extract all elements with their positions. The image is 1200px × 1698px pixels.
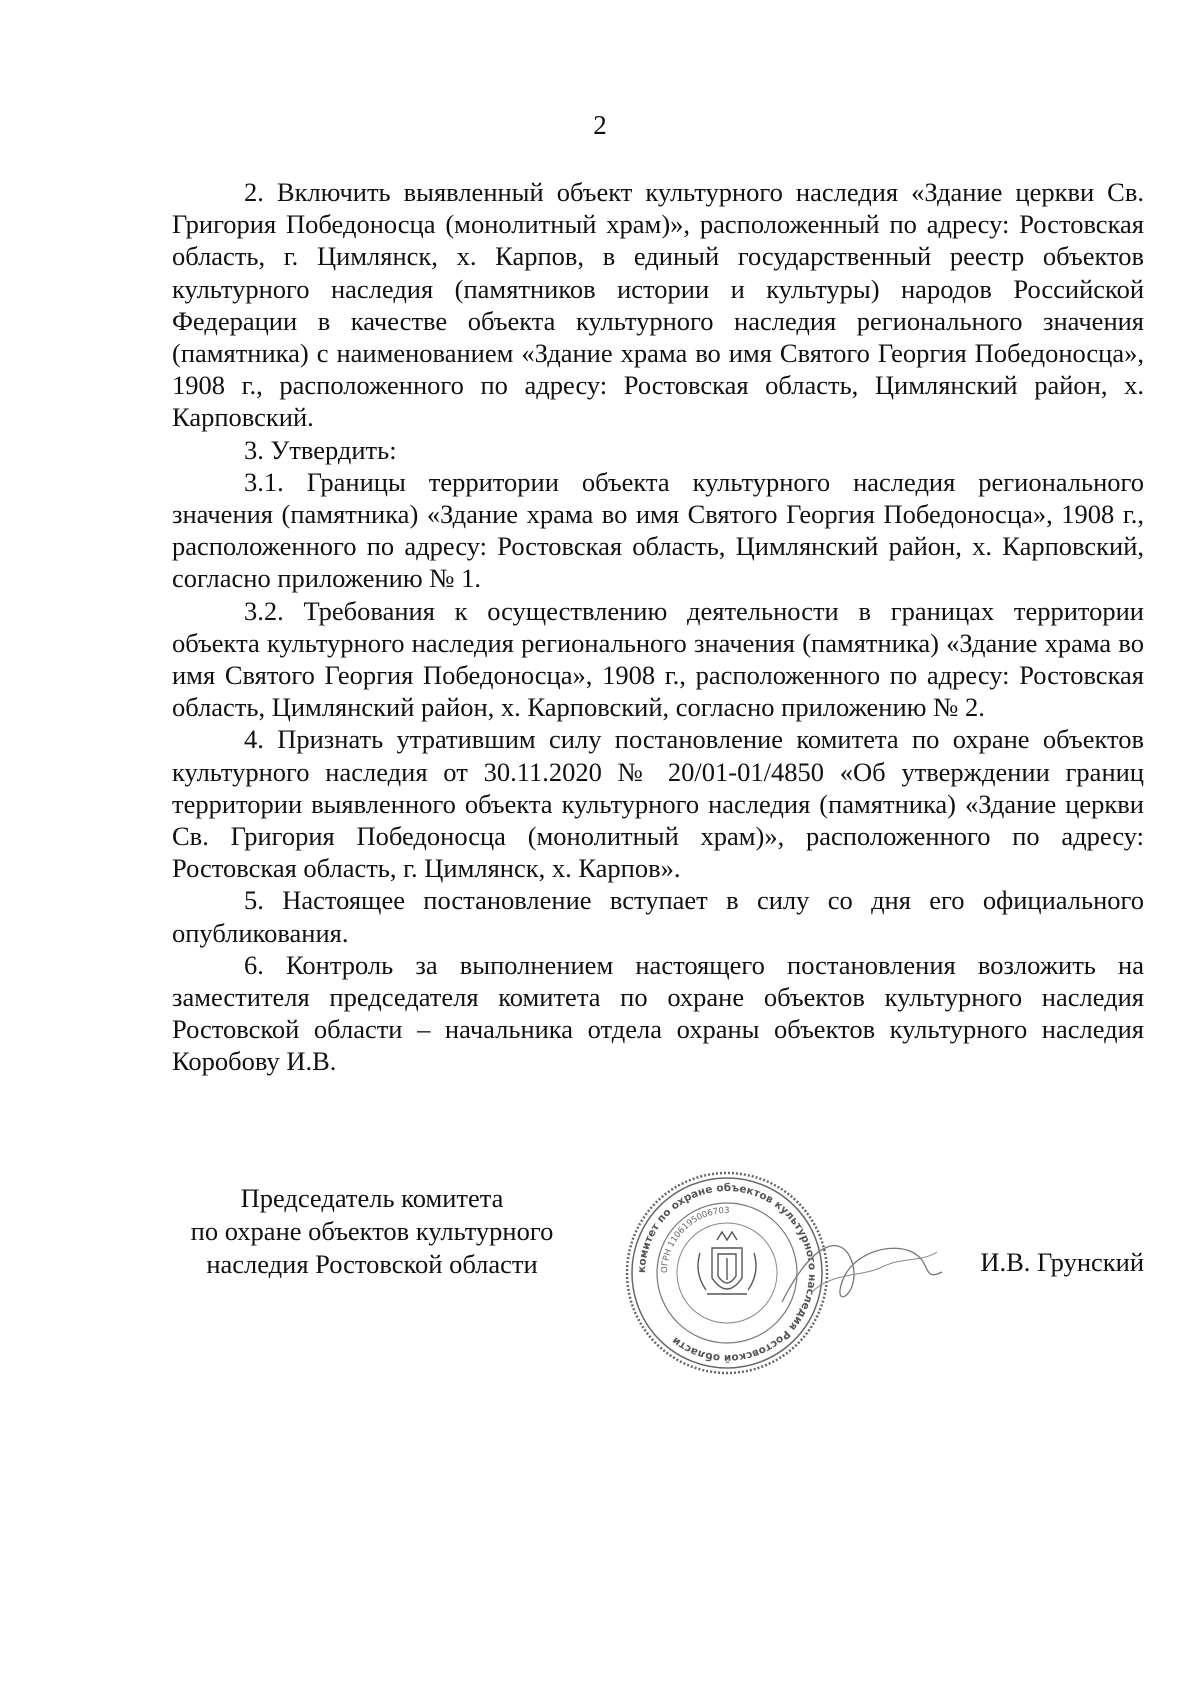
signatory-name: И.В. Грунский <box>980 1247 1144 1277</box>
signatory-title-line: по охране объектов культурного <box>190 1216 554 1246</box>
paragraph-4: 4. Признать утратившим силу постановление комитета по охране объектов культурного наследия от 30.11.2020 № 20/01-01/4850 «Об утверждении границ территории выявленного объекта культурного наследия (памятника) «Здание церкви Св. Григория Победоносца (монолитный храм)», расположенного по адресу: Ростовская область, г. Цимлянск, х. Карпов». <box>172 724 1144 884</box>
document-body <box>172 176 1144 1078</box>
paragraph-3-2: 3.2. Требования к осуществлению деятельности в границах территории объекта культурного наследия регионального значения (памятника) «Здание храма во имя Святого Георгия Победоносца», 1908 г., расположенного по адресу: Ростовская область, Цимлянский район, х. Карповский, согласно приложению № 2. <box>172 595 1144 723</box>
stamp-outer-text: комитет по охране объектов культурного наследия Ростовской области <box>635 1181 819 1365</box>
page-number: 2 <box>593 110 607 140</box>
handwritten-signature <box>772 1222 952 1332</box>
coat-of-arms-icon <box>698 1232 756 1294</box>
signatory-title-line: Председатель комитета <box>240 1183 504 1213</box>
paragraph-2: 2. Включить выявленный объект культурного наследия «Здание церкви Св. Григория Победоносца (монолитный храм)», расположенный по адресу: Ростовская область, г. Цимлянск, х. Карпов, в единый государственный реестр объектов культурного наследия (памятников истории и культуры) народов Российской Федерации в качестве объекта культурного наследия регионального значения (памятника) с наименованием «Здание храма во имя Святого Георгия Победоносца», 1908 г., расположенного по адресу: Ростовская область, Цимлянский район, х. Карповский. <box>172 177 1144 433</box>
paragraph-3: 3. Утвердить: <box>244 434 397 465</box>
paragraph-5: 5. Настоящее постановление вступает в силу со дня его официального опубликования. <box>172 885 1144 948</box>
signature-block <box>172 1182 1144 1422</box>
signatory-title-line: наследия Ростовской области <box>206 1249 538 1279</box>
paragraph-3-1: 3.1. Границы территории объекта культурного наследия регионального значения (памятника) «Здание храма во имя Святого Георгия Победоносца», 1908 г., расположенного по адресу: Ростовская область, Цимлянский район, х. Карповский, согласно приложению № 1. <box>172 466 1144 594</box>
signatory-title <box>172 1182 572 1281</box>
paragraph-6: 6. Контроль за выполнением настоящего постановления возложить на заместителя председателя комитета по охране объектов культурного наследия Ростовской области – начальника отдела охраны объектов культурного наследия Коробову И.В. <box>172 949 1144 1077</box>
stamp-inner-text: ОГРН 1106195006703 <box>659 1205 730 1274</box>
